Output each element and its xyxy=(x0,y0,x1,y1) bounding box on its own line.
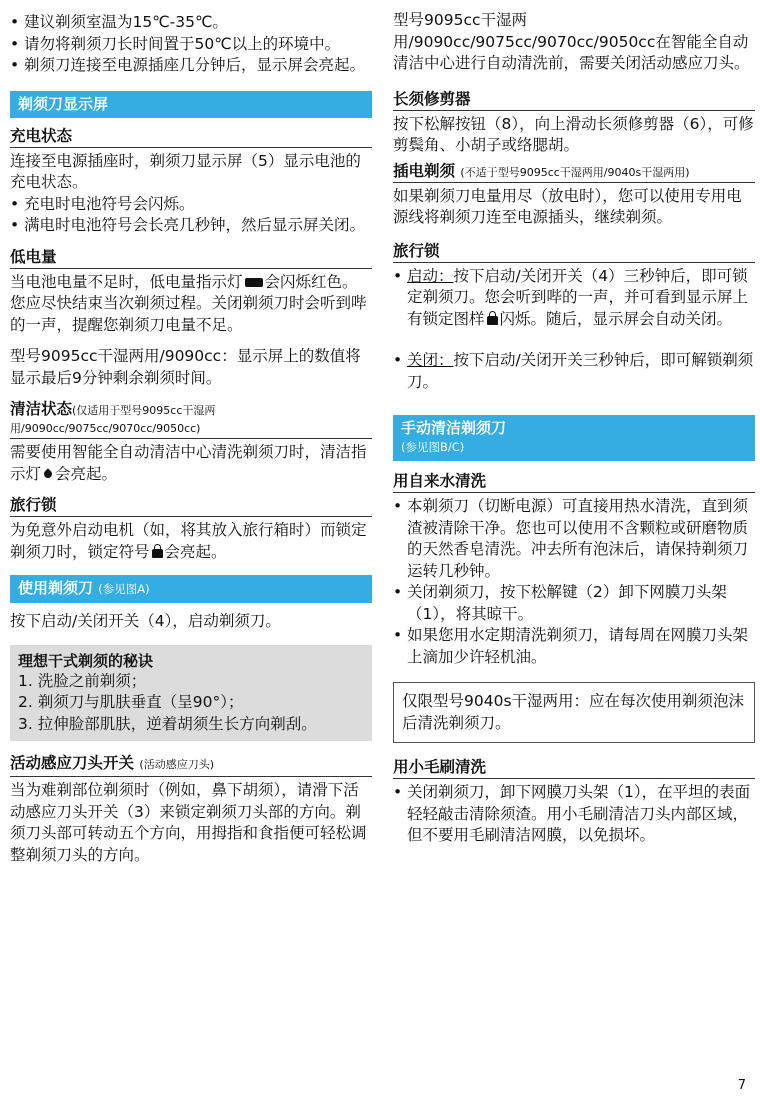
corded-text: 如果剃须刀电量用尽（放电时），您可以使用专用电源线将剃须刀连至电源插头，继续剃须。 xyxy=(393,186,742,226)
charging-bullet: • 充电时电池符号会闪烁。 xyxy=(10,194,372,216)
tips-item: 2. 剃须刀与肌肤垂直（呈90°）； xyxy=(18,693,244,711)
travel-lock-deactivate xyxy=(393,350,755,393)
travel-lock-section-right xyxy=(393,241,755,394)
trimmer-text: 按下松解按钮（8），向上滑动长须修剪器（6），可修剪鬓角、小胡子或络腮胡。 xyxy=(393,114,754,154)
cleaning-text xyxy=(10,442,372,485)
use-text: 按下启动/关闭开关（4），启动剃须刀。 xyxy=(10,612,281,630)
tap-water-bullet: • 本剃须刀（切断电源）可直接用热水清洗，直到须渣被清除干净。您也可以使用不含颗粒或研磨物质的天然香皂清洗。冲去所有泡沫后，请保持剃须刀运转几秒钟。 xyxy=(393,496,755,582)
travel-lock-section-left xyxy=(10,495,372,563)
cleaning-drop-icon xyxy=(42,468,53,479)
trimmer-section xyxy=(393,89,755,157)
tips-item: 1. 洗脸之前剃须； xyxy=(18,671,147,690)
brush-bullet: • 关闭剃须刀，卸下网膜刀头架（1），在平坦的表面轻轻敲击清除须渣。用小毛刷清洁刀头内部区域，但不要用毛刷清洁网膜，以免损坏。 xyxy=(393,782,755,847)
cleaning-heading xyxy=(10,401,372,439)
deactivate-text: 按下启动/关闭开关三秒钟后，即可解锁剃须刀。 xyxy=(407,351,754,391)
tips-title: 理想干式剃须的秘诀 xyxy=(18,651,154,670)
tap-water-heading: 用自来水清洗 xyxy=(393,471,755,493)
cleaning-heading-text: 清洁状态 xyxy=(10,400,73,418)
intro-bullets xyxy=(10,12,372,77)
tap-water-section xyxy=(393,471,755,668)
cleaning-text-b: 会亮起。 xyxy=(55,464,118,483)
switch-heading-text: 活动感应刀头开关 xyxy=(10,754,135,772)
manual-banner-sub: (参见图B/C) xyxy=(401,440,465,454)
cleaning-section xyxy=(10,401,372,485)
battery-icon xyxy=(245,278,263,287)
activate-text-b: 闪烁。随后，显示屏会自动关闭。 xyxy=(499,309,733,328)
display-banner-title: 剃须刀显示屏 xyxy=(18,94,109,113)
travel-lock-heading-right: 旅行锁 xyxy=(393,241,755,263)
switch-heading-note: (活动感应刀头) xyxy=(139,758,215,771)
corded-section xyxy=(393,163,755,229)
low-power-text-a: 当电池电量不足时，低电量指示灯 xyxy=(10,272,243,291)
charging-bullet: • 满电时电池符号会长亮几秒钟，然后显示屏关闭。 xyxy=(10,215,372,237)
manual-clean-banner xyxy=(393,415,755,461)
travel-lock-text xyxy=(10,520,372,563)
deactivate-label: 关闭： xyxy=(407,351,454,369)
corded-heading-text: 插电剃须 xyxy=(393,161,456,180)
low-power-text-b: 会闪烁红色。您应尽快结束当次剃须过程。关闭剃须刀时会听到哔的一声，提醒您剃须刀电量不足。 xyxy=(10,272,367,334)
intro-bullet: • 建议剃须室温为15℃-35℃。 xyxy=(10,12,372,34)
intro-bullet: • 剃须刀连接至电源插座几分钟后，显示屏会亮起。 xyxy=(10,55,372,77)
switch-text: 当为难剃部位剃须时（例如，鼻下胡须），请滑下活动感应刀头开关（3）来锁定剃须刀头部的方向。剃须刀头部可转动五个方向，用拇指和食指便可轻松调整剃须刀头的方向。 xyxy=(10,781,367,864)
low-power-section xyxy=(10,247,372,390)
low-power-text xyxy=(10,272,372,337)
switch-heading xyxy=(10,753,372,777)
tips-box xyxy=(10,645,372,742)
travel-lock-heading: 旅行锁 xyxy=(10,495,372,517)
manual-banner-title: 手动清洁剃须刀 xyxy=(401,419,507,437)
intro-bullet: • 请勿将剃须刀长时间置于50℃以上的环境中。 xyxy=(10,34,372,56)
tips-item: 3. 拉伸脸部肌肤，逆着胡须生长方向剃刮。 xyxy=(18,714,317,733)
display-banner xyxy=(10,91,372,118)
low-power-model-text: 型号9095cc干湿两用/9090cc：显示屏上的数值将显示最后9分钟剩余剃须时间。 xyxy=(10,347,361,387)
brush-section xyxy=(393,757,755,847)
trimmer-heading: 长须修剪器 xyxy=(393,89,755,111)
cleaning-text-a: 需要使用智能全自动清洁中心清洗剃须刀时，清洁指示灯 xyxy=(10,443,367,483)
note-9040s xyxy=(393,682,755,743)
lock-icon xyxy=(487,316,498,325)
travel-lock-text-b: 会亮起。 xyxy=(164,542,227,561)
note-9040s-text: 仅限型号9040s干湿两用：应在每次使用剃须泡沫后清洗剃须刀。 xyxy=(402,692,745,732)
use-banner-title: 使用剃须刀 xyxy=(18,579,94,597)
corded-heading xyxy=(393,163,755,183)
corded-heading-note: (不适于型号9095cc干湿两用/9040s干湿两用) xyxy=(460,165,690,179)
travel-lock-activate xyxy=(393,266,755,331)
brush-heading: 用小毛刷清洗 xyxy=(393,757,755,779)
charging-heading: 充电状态 xyxy=(10,126,372,148)
tap-water-bullet: • 如果您用水定期清洗剃须刀，请每周在网膜刀头架上滴加少许轻机油。 xyxy=(393,625,755,668)
travel-lock-text-a: 为免意外启动电机（如，将其放入旅行箱时）而锁定剃须刀时，锁定符号 xyxy=(10,521,367,561)
use-banner xyxy=(10,575,372,603)
left-column xyxy=(10,0,372,866)
lock-icon xyxy=(152,549,163,558)
use-banner-sub: (参见图A) xyxy=(98,582,150,596)
cleaning-heading-note: (仅适用于型号9095cc干湿两用/9090cc/9075cc/9070cc/9050cc) xyxy=(10,404,216,435)
charging-text: 连接至电源插座时，剃须刀显示屏（5）显示电池的充电状态。 xyxy=(10,151,361,191)
activate-text-a: 按下启动/关闭开关（4）三秒钟后，即可锁定剃须刀。您会听到哔的一声，并可看到显示屏上有锁定图样 xyxy=(407,266,749,328)
right-column xyxy=(393,0,755,847)
page-number: 7 xyxy=(737,1078,746,1093)
charging-section xyxy=(10,126,372,237)
activate-label: 启动： xyxy=(407,266,454,285)
continued-text: 型号9095cc干湿两用/9090cc/9075cc/9070cc/9050cc在智能全自动清洁中心进行自动清洗前，需要关闭活动感应刀头。 xyxy=(393,11,750,72)
low-power-heading: 低电量 xyxy=(10,247,372,269)
switch-section xyxy=(10,753,372,866)
tap-water-bullet: • 关闭剃须刀，按下松解键（2）卸下网膜刀头架（1），将其晾干。 xyxy=(393,582,755,625)
